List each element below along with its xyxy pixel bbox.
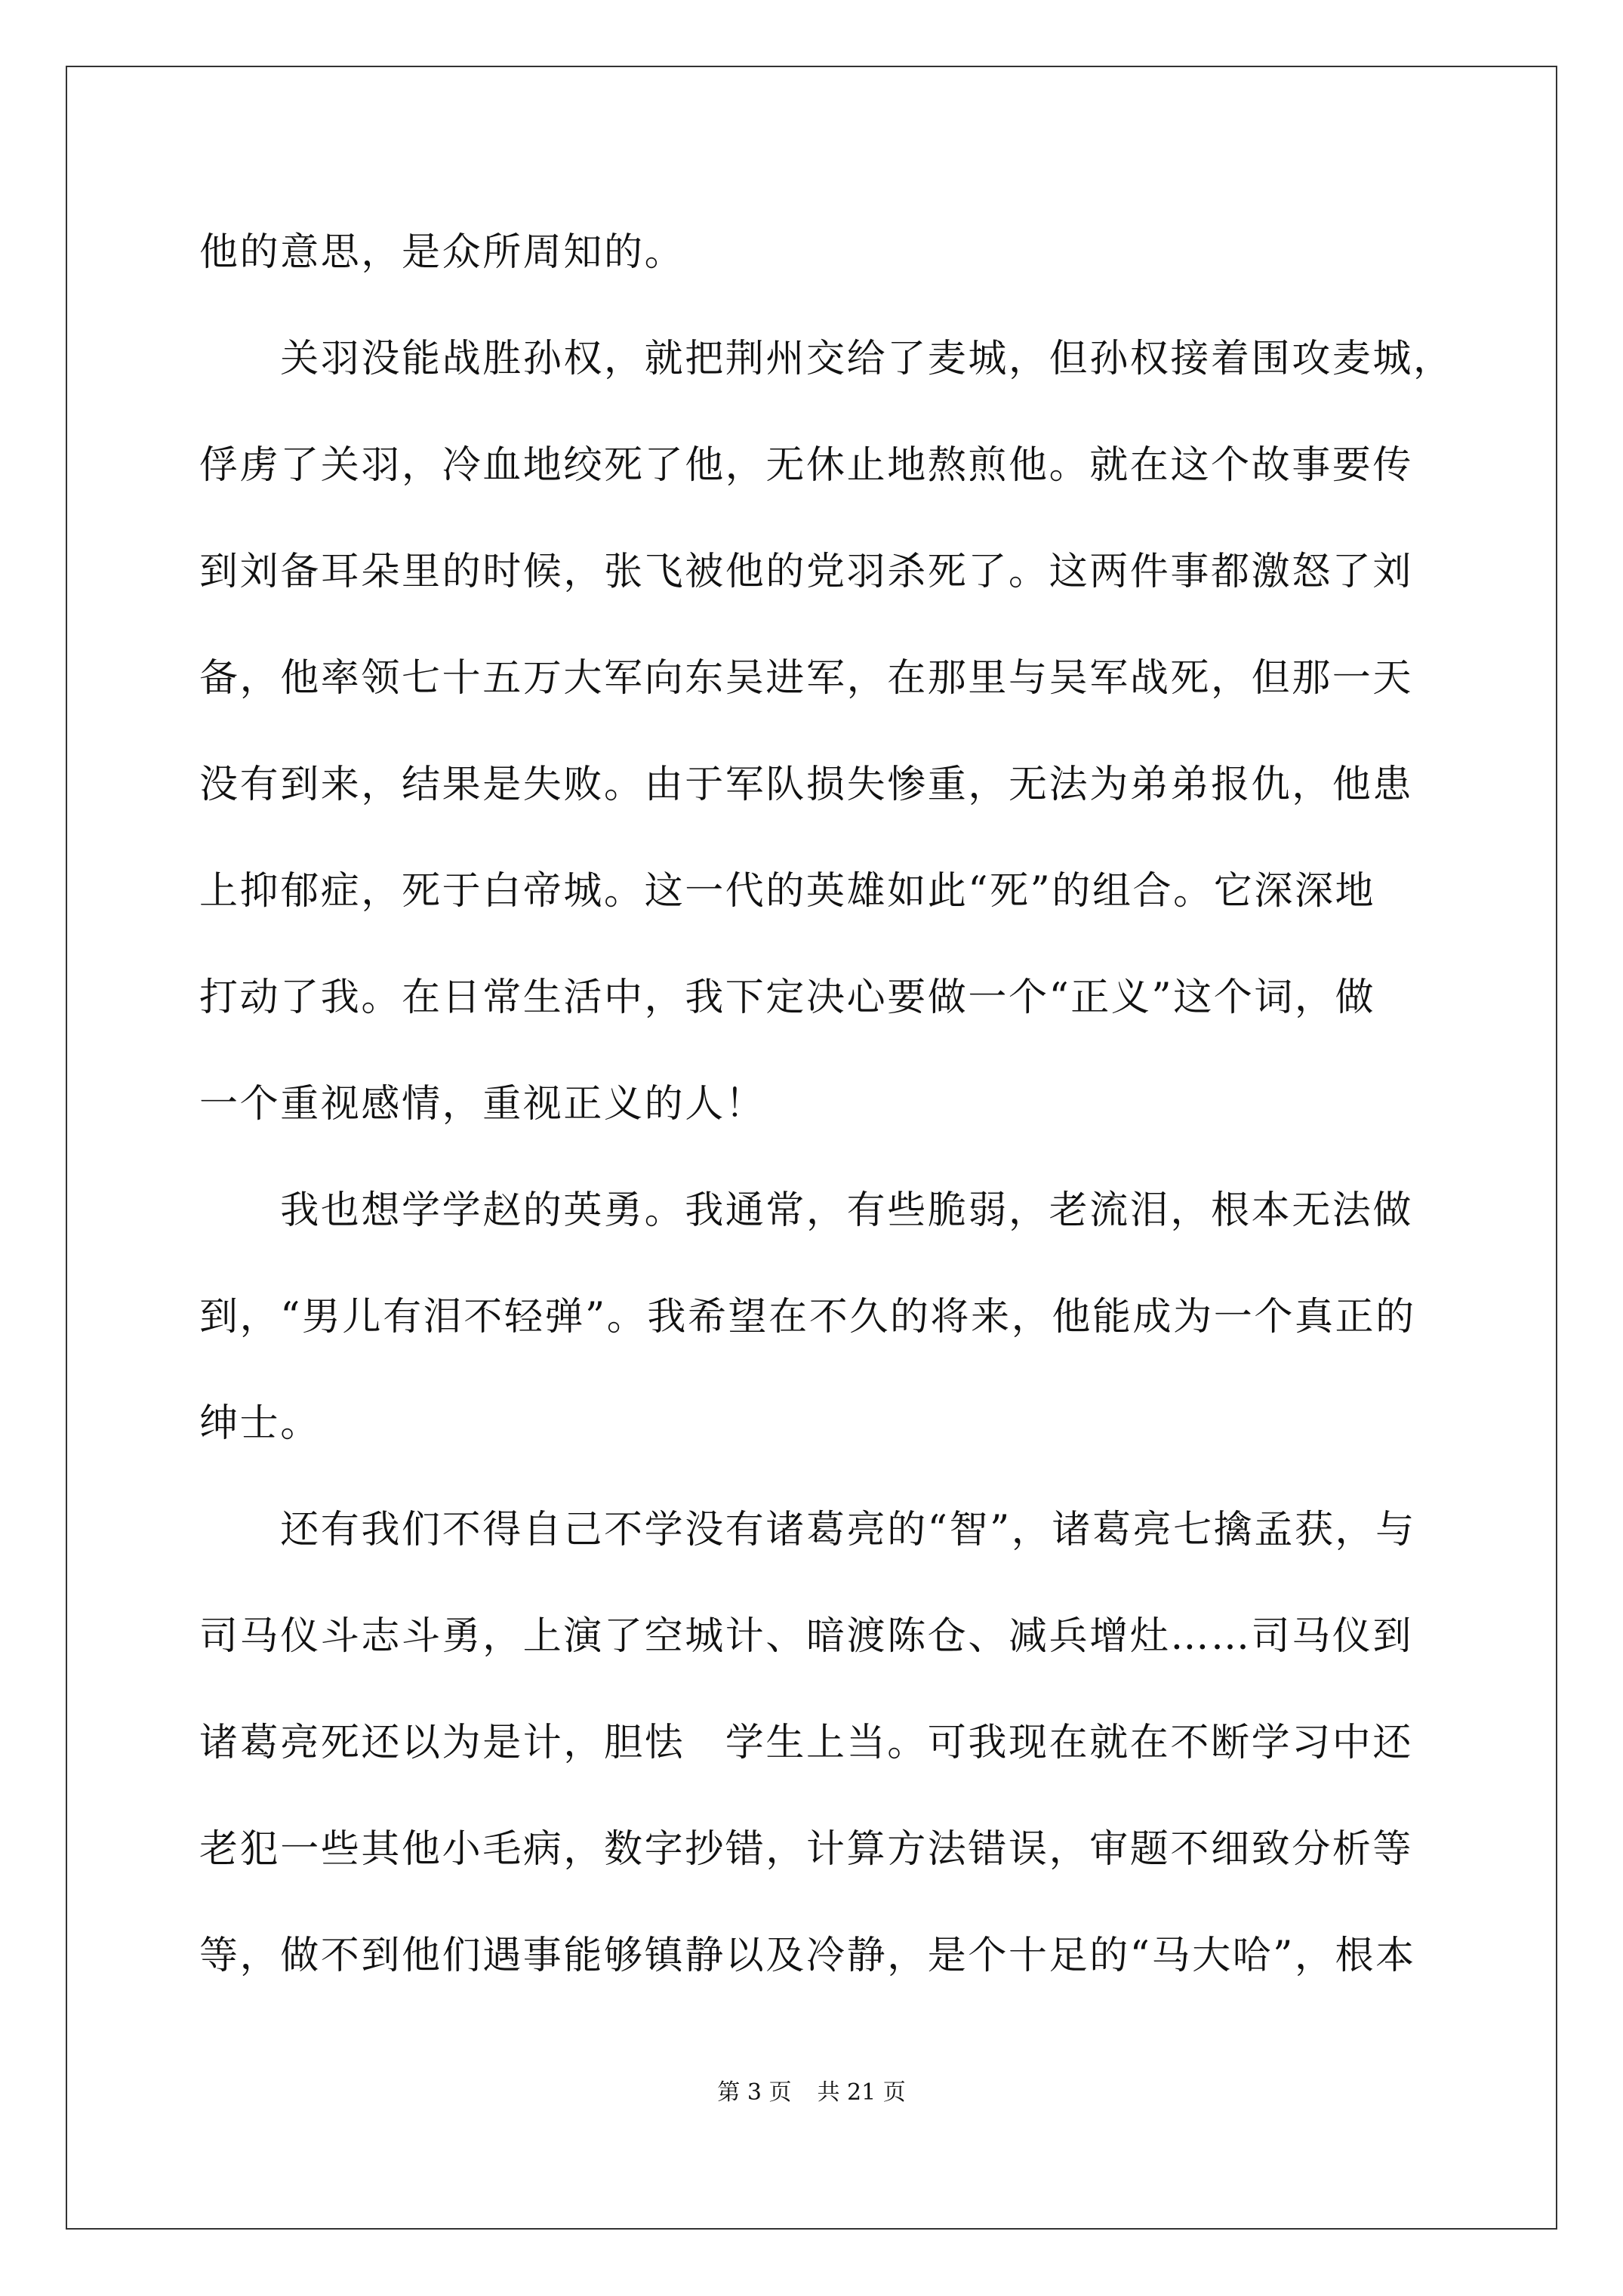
text-line: 我也想学学赵的英勇。我通常，有些脆弱，老流泪，根本无法做 xyxy=(199,1188,1414,1233)
text-line: 上抑郁症，死于白帝城。这一代的英雄如此“死”的组合。它深深地 xyxy=(199,869,1376,914)
text-line: 到刘备耳朵里的时候，张飞被他的党羽杀死了。这两件事都激怒了刘 xyxy=(199,550,1414,594)
text-line: 没有到来，结果是失败。由于军队损失惨重，无法为弟弟报仇，他患 xyxy=(199,763,1414,807)
text-line: 还有我们不得自己不学没有诸葛亮的“智”，诸葛亮七擒孟获，与 xyxy=(199,1508,1416,1552)
page-number: 第 3 页 xyxy=(717,2079,792,2106)
page-footer xyxy=(0,2078,1623,2108)
text-line: 一个重视感情，重视正义的人！ xyxy=(199,1082,766,1126)
text-line: 到，“男儿有泪不轻弹”。我希望在不久的将来，他能成为一个真正的 xyxy=(199,1295,1416,1339)
text-line: 关羽没能战胜孙权，就把荆州交给了麦城，但孙权接着围攻麦城， xyxy=(199,337,1454,381)
text-line: 备，他率领七十五万大军向东吴进军，在那里与吴军战死，但那一天 xyxy=(199,656,1414,701)
text-line: 老犯一些其他小毛病，数字抄错，计算方法错误，审题不细致分析等 xyxy=(199,1827,1414,1872)
text-line: 诸葛亮死还以为是计，胆怯 学生上当。可我现在就在不断学习中还 xyxy=(199,1721,1414,1765)
text-line: 他的意思，是众所周知的。 xyxy=(199,230,685,275)
text-line: 打动了我。在日常生活中，我下定决心要做一个“正义”这个词，做 xyxy=(199,975,1376,1020)
text-line: 绅士。 xyxy=(199,1401,321,1446)
page-total: 共 21 页 xyxy=(817,2079,906,2106)
text-line: 等，做不到他们遇事能够镇静以及冷静，是个十足的“马大哈”，根本 xyxy=(199,1934,1416,1978)
text-line: 司马仪斗志斗勇，上演了空城计、暗渡陈仓、减兵增灶……司马仪到 xyxy=(199,1614,1414,1659)
text-line: 俘虏了关羽，冷血地绞死了他，无休止地熬煎他。就在这个故事要传 xyxy=(199,443,1414,488)
